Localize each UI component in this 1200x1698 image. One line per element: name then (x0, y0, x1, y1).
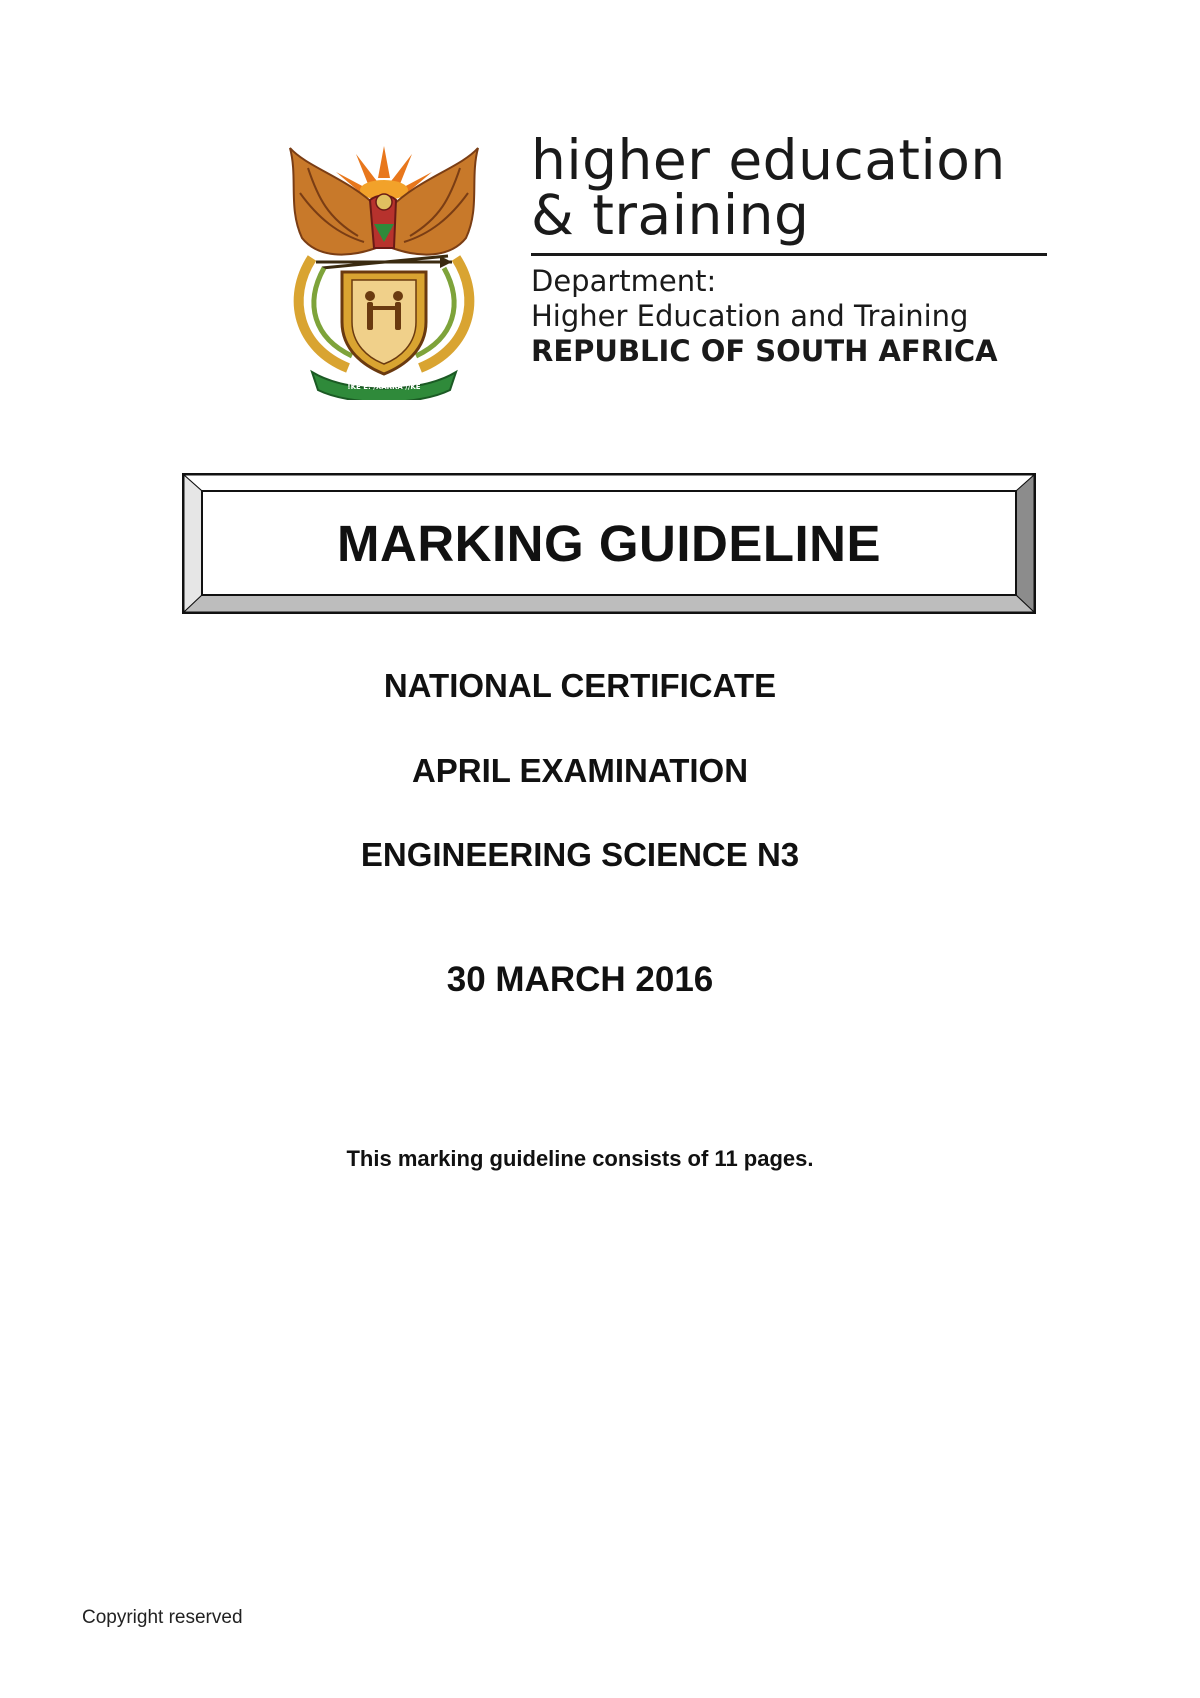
certificate-heading: NATIONAL CERTIFICATE (383, 667, 777, 704)
department-name: Higher Education and Training (531, 299, 969, 333)
coat-of-arms-graphic (278, 138, 490, 400)
brand-name-line-2: & training (531, 183, 810, 247)
copyright-notice: Copyright reserved (82, 1607, 243, 1628)
page-count-note: This marking guideline consists of 11 pages. (346, 1146, 814, 1171)
subject-heading: ENGINEERING SCIENCE N3 (360, 836, 800, 873)
brand-divider (531, 253, 1047, 256)
emblem-motto: !KE E: /XARRA //KE (347, 383, 421, 391)
document-title: MARKING GUIDELINE (337, 515, 881, 572)
department-label: Department: (531, 264, 717, 298)
south-africa-coat-of-arms-icon (278, 138, 490, 400)
title-frame (182, 473, 1036, 614)
examination-heading: APRIL EXAMINATION (411, 752, 749, 789)
brand-name-line-1: higher education (531, 128, 1006, 192)
exam-date: 30 MARCH 2016 (446, 960, 714, 999)
country-name: REPUBLIC OF SOUTH AFRICA (531, 334, 998, 368)
